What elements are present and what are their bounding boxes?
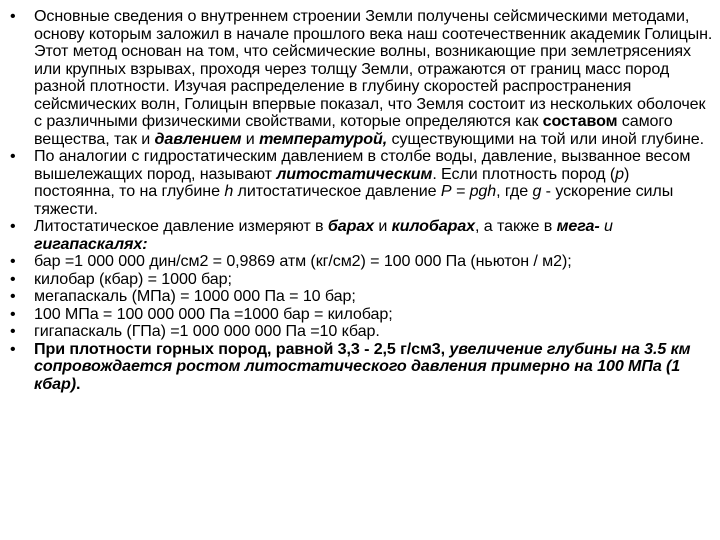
text-run: литостатическое давление	[233, 182, 441, 200]
text-run: , где	[496, 182, 533, 200]
symbol-density: р	[615, 164, 624, 183]
bullet-icon: •	[10, 322, 16, 340]
bullet-icon: •	[10, 252, 16, 270]
list-item-lithostatic-definition	[10, 148, 714, 218]
list-item-megapascal	[10, 288, 714, 306]
item-text: килобар (кбар) = 1000 бар;	[34, 269, 232, 288]
emphasis-temperature: температурой,	[259, 129, 388, 148]
emphasis-gigapascals: гигапаскалях:	[34, 234, 148, 253]
text-run: . Если плотность пород (	[432, 164, 616, 183]
list-item-units-intro	[10, 218, 714, 253]
list-item-seismic-methods	[10, 8, 714, 148]
list-item-bar-conversion	[10, 253, 714, 271]
list-item-100mpa	[10, 306, 714, 324]
bold-text-density: При плотности горных пород, равной 3,3 - 2,5 г/см3,	[34, 339, 446, 358]
bullet-icon: •	[10, 304, 16, 323]
list-item-pressure-gradient	[10, 341, 714, 394]
symbol-depth: h	[224, 182, 234, 200]
text-run: и	[241, 129, 260, 148]
bullet-list	[10, 8, 714, 393]
text-run: , а также в	[475, 217, 557, 235]
bullet-icon: •	[10, 147, 16, 165]
text-run: существующими на той или иной глубине.	[387, 129, 704, 148]
text-run: и	[599, 217, 613, 235]
symbol-gravity: g	[532, 182, 542, 200]
emphasis-gradient: увеличение глубины на 3.5 км сопровождается ростом литостатического давления примерно на 100 МПа (1 кбар)	[34, 339, 691, 393]
item-text: гигапаскаль (ГПа) =1 000 000 000 Па =10 кбар.	[34, 322, 380, 340]
list-item-gigapascal	[10, 323, 714, 341]
text-run: и	[374, 217, 392, 235]
text-run: .	[75, 374, 81, 393]
item-text: 100 МПа = 100 000 000 Па =1000 бар = килобар;	[34, 304, 393, 323]
text-run: - ускорение силы тяжести.	[34, 182, 674, 218]
text-run: ) постоянна, то на глубине	[34, 164, 630, 200]
bullet-icon: •	[10, 217, 16, 235]
formula-pressure: Р = pgh	[440, 182, 497, 200]
emphasis-pressure: давлением	[154, 129, 242, 148]
bullet-icon: •	[10, 269, 16, 288]
text-run: самого вещества, так и	[34, 112, 673, 148]
text-run: Литостатическое давление измеряют в	[34, 217, 328, 235]
bullet-icon: •	[10, 287, 16, 305]
emphasis-lithostatic: литостатическим	[276, 164, 433, 183]
text-run: По аналогии с гидростатическим давлением в столбе воды, давление, вызванное весом вышележащих пород, называют	[34, 147, 691, 183]
bullet-icon: •	[10, 7, 16, 25]
emphasis-mega: мега-	[556, 217, 600, 235]
emphasis-kilobars: килобарах	[391, 217, 476, 235]
item-text: мегапаскаль (МПа) = 1000 000 Па = 10 бар;	[34, 287, 356, 305]
list-item-kilobar	[10, 271, 714, 289]
bullet-icon: •	[10, 339, 16, 358]
text-run: Основные сведения о внутреннем строении Земли получены сейсмическими методами, основу которым заложил в начале прошлого века наш соотечественник академик Голицын. Этот метод основан на том, что сейсмические волны, возникающие при землетрясениях или крупных взрывах, проходя через толщу Земли, отражаются от границ масс пород разной плотности. Изучая распределение в глубину скоростей распространения сейсмических волн, Голицын впервые показал, что Земля состоит из нескольких оболочек с различными физическими свойствами, которые определяются как	[34, 7, 713, 130]
item-text: бар =1 000 000 дин/см2 = 0,9869 атм (кг/см2) = 100 000 Па (ньютон / м2);	[34, 252, 572, 270]
bold-term-composition: составом	[542, 112, 618, 130]
emphasis-bars: барах	[327, 217, 375, 235]
